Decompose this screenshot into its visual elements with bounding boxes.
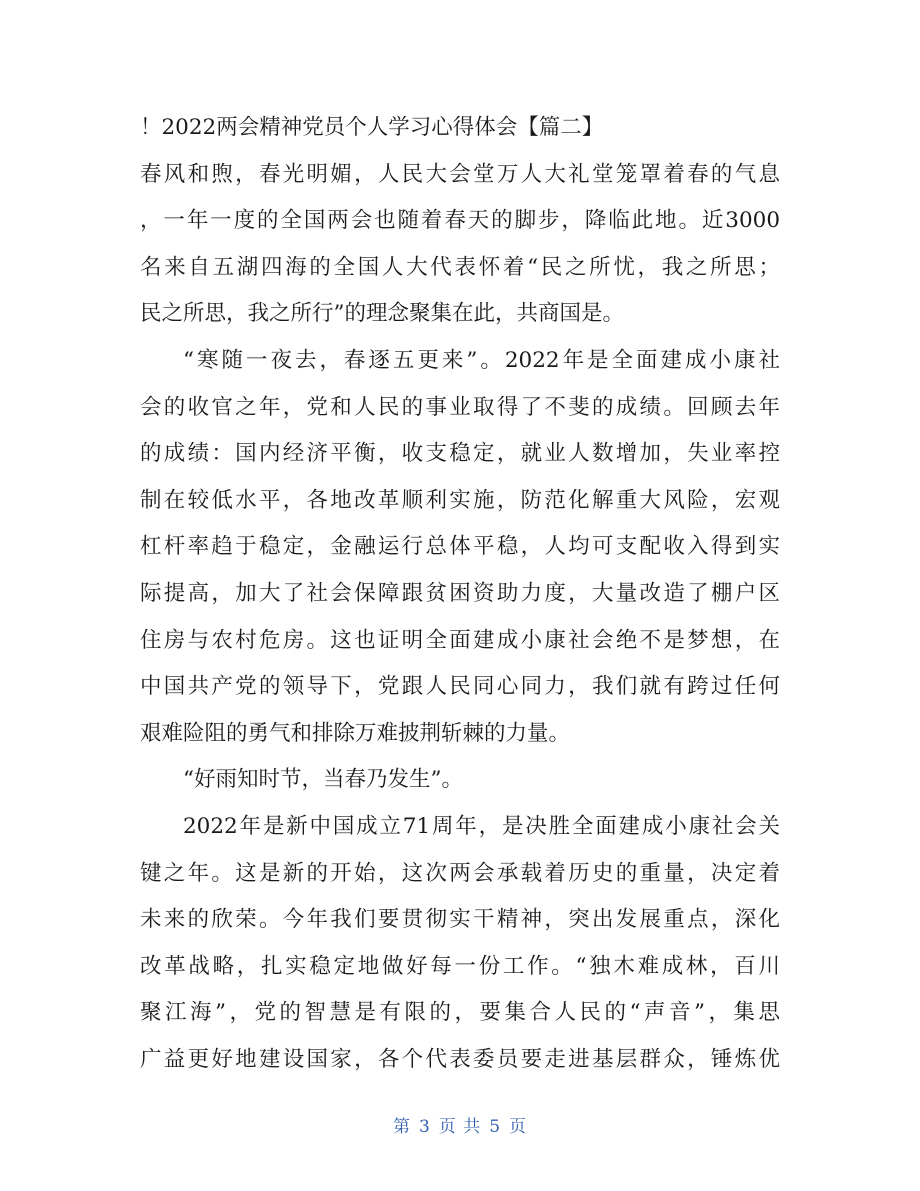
text-line: 名来自五湖四海的全国人大代表怀着“民之所忧，我之所思； [140,254,780,280]
total-pages-number: 5 [489,1117,502,1137]
text-line: “好雨知时节，当春乃发生”。 [183,767,463,793]
text-line: 的成绩：国内经济平衡，收支稳定，就业人数增加，失业率控 [140,441,780,467]
text-line: “寒随一夜去，春逐五更来”。2022年是全面建成小康社 [183,347,780,373]
text-line: 春风和煦，春光明媚，人民大会堂万人大礼堂笼罩着春的气息 [140,161,780,187]
text-line: 住房与农村危房。这也证明全面建成小康社会绝不是梦想，在 [140,627,780,653]
paragraph-4 [140,804,780,1084]
text-line: 制在较低水平，各地改革顺利实施，防范化解重大风险，宏观 [140,487,780,513]
text-line: 杠杆率趋于稳定，金融运行总体平稳，人均可支配收入得到实 [140,534,780,560]
text-line: 民之所思，我之所行”的理念聚集在此，共商国是。 [140,301,624,327]
text-line: 广益更好地建设国家，各个代表委员要走进基层群众，锤炼优 [140,1046,780,1072]
text-line: 中国共产党的领导下，党跟人民同心同力，我们就有跨过任何 [140,674,780,700]
text-line: 未来的欣荣。今年我们要贯彻实干精神，突出发展重点，深化 [140,907,780,933]
text-line: 会的收官之年，党和人民的事业取得了不斐的成绩。回顾去年 [140,394,780,420]
footer-prefix: 第 [392,1117,411,1137]
document-title: ！2022两会精神党员个人学习心得体会【篇二】 [140,115,604,140]
footer-suffix: 页 [509,1117,528,1137]
paragraph-1 [140,152,780,338]
document-body [140,105,780,1083]
paragraph-3 [140,757,780,804]
text-line: 际提高，加大了社会保障跟贫困资助力度，大量改造了棚户区 [140,580,780,606]
current-page-number: 3 [418,1117,431,1137]
text-line: 2022年是新中国成立71周年，是决胜全面建成小康社会关 [183,813,780,839]
footer-middle: 页 共 [438,1117,482,1137]
paragraph-2 [140,338,780,757]
text-line: ，一年一度的全国两会也随着春天的脚步，降临此地。近3000 [140,208,780,234]
text-line: 艰难险阻的勇气和排除万难披荆斩棘的力量。 [140,720,571,746]
text-line: 键之年。这是新的开始，这次两会承载着历史的重量，决定着 [140,860,780,886]
text-line: 改革战略，扎实稳定地做好每一份工作。“独木难成林，百川 [140,953,780,979]
page-footer [0,1112,920,1137]
text-line: 聚江海”，党的智慧是有限的，要集合人民的“声音”，集思 [140,1000,780,1026]
